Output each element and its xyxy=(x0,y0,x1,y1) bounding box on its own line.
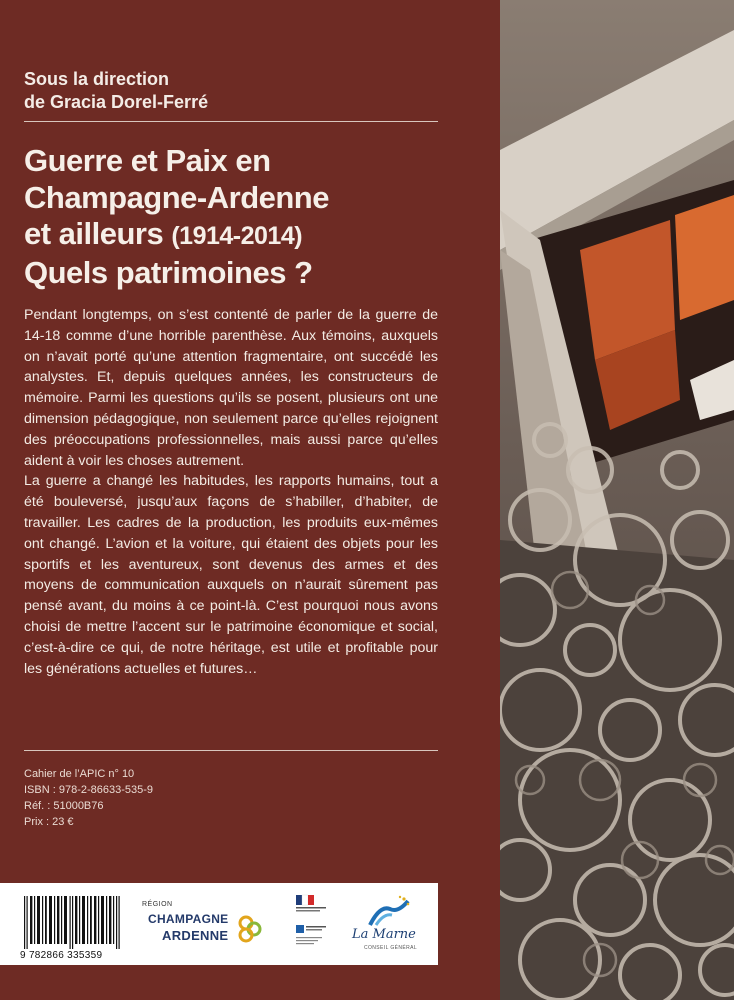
logo-band xyxy=(0,883,438,965)
region-name-line2: ARDENNE xyxy=(162,928,229,943)
bottom-divider xyxy=(24,750,438,751)
price: Prix : 23 € xyxy=(24,816,74,828)
region-logo xyxy=(142,901,262,949)
editor-credit-line2: de Gracia Dorel-Ferré xyxy=(24,92,209,112)
isbn: ISBN : 978-2-86633-535-9 xyxy=(24,784,154,796)
top-divider xyxy=(24,121,438,122)
region-emblem-icon xyxy=(238,915,262,943)
series-number: Cahier de l’APIC n° 10 xyxy=(24,768,135,780)
title-line3 xyxy=(24,216,444,255)
marne-name: La Marne xyxy=(352,927,416,942)
blurb-paragraph-2: La guerre a changé les habitudes, les rapports humains, tout a été bouleversé, jusqu’aux façons de s’habiller, d’habiter, de travailler. Les cadres de la production, les produits eux-mêmes ont changé. L’avion et la voiture, qui étaient des objets pour les sportifs et les aventureux, sont devenus des armes et des moyens de communication auxquels on n’aurait sûrement pas pensé avant, du moins à ce point-là. C’est pourquoi nous avons choisi de mettre l’accent sur le patrimoine économique et social, c’est-à-dire ce qui, de notre héritage, est utile et profitable pour les générations actuelles et futures… xyxy=(24,473,438,677)
region-name-line1: CHAMPAGNE xyxy=(148,912,229,926)
book-title xyxy=(24,143,444,291)
cover-photo xyxy=(500,0,734,1000)
blurb-paragraph-1: Pendant longtemps, on s’est contenté de parler de la guerre de 14-18 comme d’une horrible parenthèse. Aux témoins, auxquels on n’avait porté qu’une attention fragmentaire, ont succédé les analystes. Et, depuis quelques années, les constructeurs de mémoire. Parmi les questions qu’ils se posent, plusieurs ont une dimension pédagogique, non seulement parce qu’elles rejoignent des préoccupations professionnelles, mais aussi parce qu’elles aident à voir les choses autrement. xyxy=(24,307,438,469)
region-label: RÉGION xyxy=(142,901,173,908)
title-line1: Guerre et Paix en xyxy=(24,143,271,178)
stained-glass-photo-icon xyxy=(500,0,734,1000)
marne-subtitle: CONSEIL GÉNÉRAL xyxy=(364,945,418,951)
blurb xyxy=(24,305,438,679)
marne-emblem-icon xyxy=(366,895,412,927)
title-line2: Champagne-Ardenne xyxy=(24,179,329,215)
prefecture-logo-icon xyxy=(294,893,334,953)
title-line3-text: et ailleurs xyxy=(24,216,172,251)
publication-info xyxy=(24,766,153,830)
barcode-number: 9 782866 335359 xyxy=(20,950,103,961)
title-line4: Quels patrimoines ? xyxy=(24,254,313,290)
editor-credit-line1: Sous la direction xyxy=(24,69,170,89)
marne-logo xyxy=(348,895,418,955)
title-years: (1914-2014) xyxy=(171,222,303,250)
reference: Réf. : 51000B76 xyxy=(24,800,104,812)
editor-credit xyxy=(24,68,208,114)
barcode-icon xyxy=(22,896,122,949)
